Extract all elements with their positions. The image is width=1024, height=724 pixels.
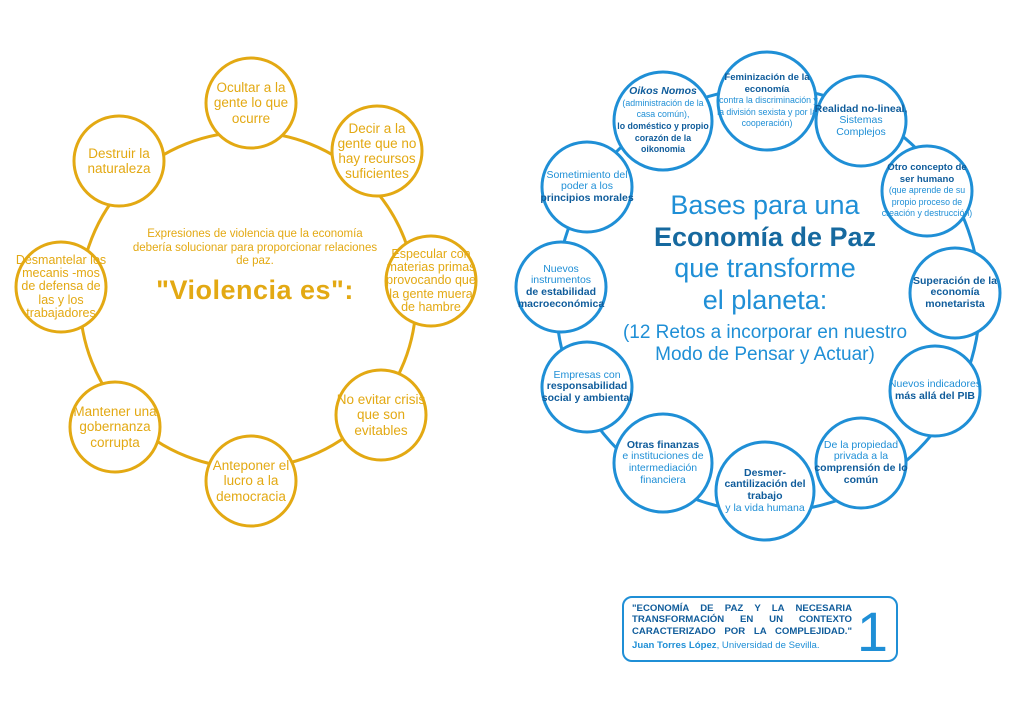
- violence-node: [384, 234, 478, 328]
- bases-node-text: y la vida humana: [725, 501, 805, 514]
- bases-node-bold: Desmer-cantilización del trabajo: [724, 466, 806, 502]
- source-affiliation: , Universidad de Sevilla.: [716, 639, 820, 651]
- bases-node-text: Nuevos instrumentos: [530, 262, 592, 287]
- violence-node: [204, 56, 298, 150]
- violence-node-text: No evitar crisis que son evitables: [336, 392, 426, 438]
- bases-node-bold: lo doméstico y propio corazón de la oikonomia: [617, 121, 709, 155]
- bases-node: [716, 50, 818, 152]
- bases-center: [620, 190, 910, 365]
- violence-node-text: Especular con materias primas provocando que la gente muera de hambre: [386, 247, 476, 314]
- bases-node-text: e instituciones de intermediación financiera: [622, 450, 704, 486]
- violence-title: "Violencia es":: [156, 274, 354, 305]
- bases-title-line4: el planeta:: [702, 284, 828, 315]
- bases-node-text: Sistemas Complejos: [836, 114, 886, 138]
- bases-node: [514, 240, 608, 334]
- violence-node-text: Ocultar a la gente lo que ocurre: [213, 80, 289, 126]
- violence-node: [204, 434, 298, 528]
- violence-node: [72, 114, 166, 208]
- violence-node: [330, 104, 424, 198]
- bases-title-bold: Economía de Paz: [653, 221, 877, 252]
- bases-node: [714, 440, 816, 542]
- bases-node-bold: comprensión de lo común: [814, 462, 908, 486]
- bases-node: [908, 246, 1002, 340]
- violence-node-text: Decir a la gente que no hay recursos suficientes: [337, 120, 417, 182]
- violence-description: Expresiones de violencia que la economía debería solucionar para proporcionar relaciones de paz.: [132, 228, 378, 268]
- bases-node-bold: de estabilidad macroeconómica: [517, 286, 605, 310]
- bases-node: [814, 416, 908, 510]
- source-box: [622, 596, 898, 662]
- bases-node-text: (que aprende de su propio proceso de creación y destrucción): [881, 185, 973, 219]
- violence-node: [68, 380, 162, 474]
- violence-center: [130, 228, 380, 306]
- bases-node-text: Nuevos indicadores: [888, 378, 982, 391]
- bases-node-text: (contra la discriminación y la división sexista y por la cooperación): [716, 95, 818, 129]
- violence-node-text: Destruir la naturaleza: [87, 145, 151, 176]
- bases-node-bold: Otro concepto de ser humano: [887, 162, 967, 185]
- bases-node-bold: Otras finanzas: [626, 438, 700, 451]
- bases-node-bold: Realidad no-lineal,: [814, 102, 908, 115]
- violence-node: [334, 368, 428, 462]
- bases-node-italic: Oikos Nomos: [629, 85, 697, 98]
- violence-node-text: Desmantelar los mecanis -mos de defensa de las y los trabajadores: [15, 253, 107, 320]
- source-author: Juan Torres López: [632, 639, 717, 651]
- bases-title-line3: que transforme: [674, 253, 856, 284]
- bases-node-bold: más allá del PIB: [895, 390, 975, 402]
- bases-node-text: (administración de la casa común),: [622, 97, 704, 120]
- bases-node-bold: Feminización de la economía: [724, 72, 810, 95]
- bases-title-line1: Bases para una: [670, 190, 860, 220]
- bases-node: [612, 70, 714, 172]
- bases-node-text: Empresas con: [553, 368, 621, 381]
- bases-node-text: De la propiedad privada a la: [823, 438, 899, 463]
- violence-node: [14, 240, 108, 334]
- bases-subtitle: (12 Retos a incorporar en nuestro Modo de Pensar y Actuar): [622, 322, 908, 365]
- bases-node-bold: responsabilidad social y ambiental: [541, 380, 633, 404]
- page-number: 1: [856, 600, 888, 663]
- violence-node-text: Mantener una gobernanza corrupta: [73, 404, 157, 450]
- source-author-line: [632, 640, 888, 651]
- bases-node-bold: principios morales: [540, 191, 634, 204]
- violence-node-text: Anteponer el lucro a la democracia: [212, 458, 290, 504]
- bases-node-text: Sometimiento del poder a los: [546, 168, 628, 193]
- source-quote: "ECONOMÍA DE PAZ Y LA NECESARIA TRANSFORMACIÓN EN UN CONTEXTO CARACTERIZADO POR LA COMPLEJIDAD.": [632, 603, 852, 637]
- bases-node-bold: Superación de la economía monetarista: [912, 274, 998, 310]
